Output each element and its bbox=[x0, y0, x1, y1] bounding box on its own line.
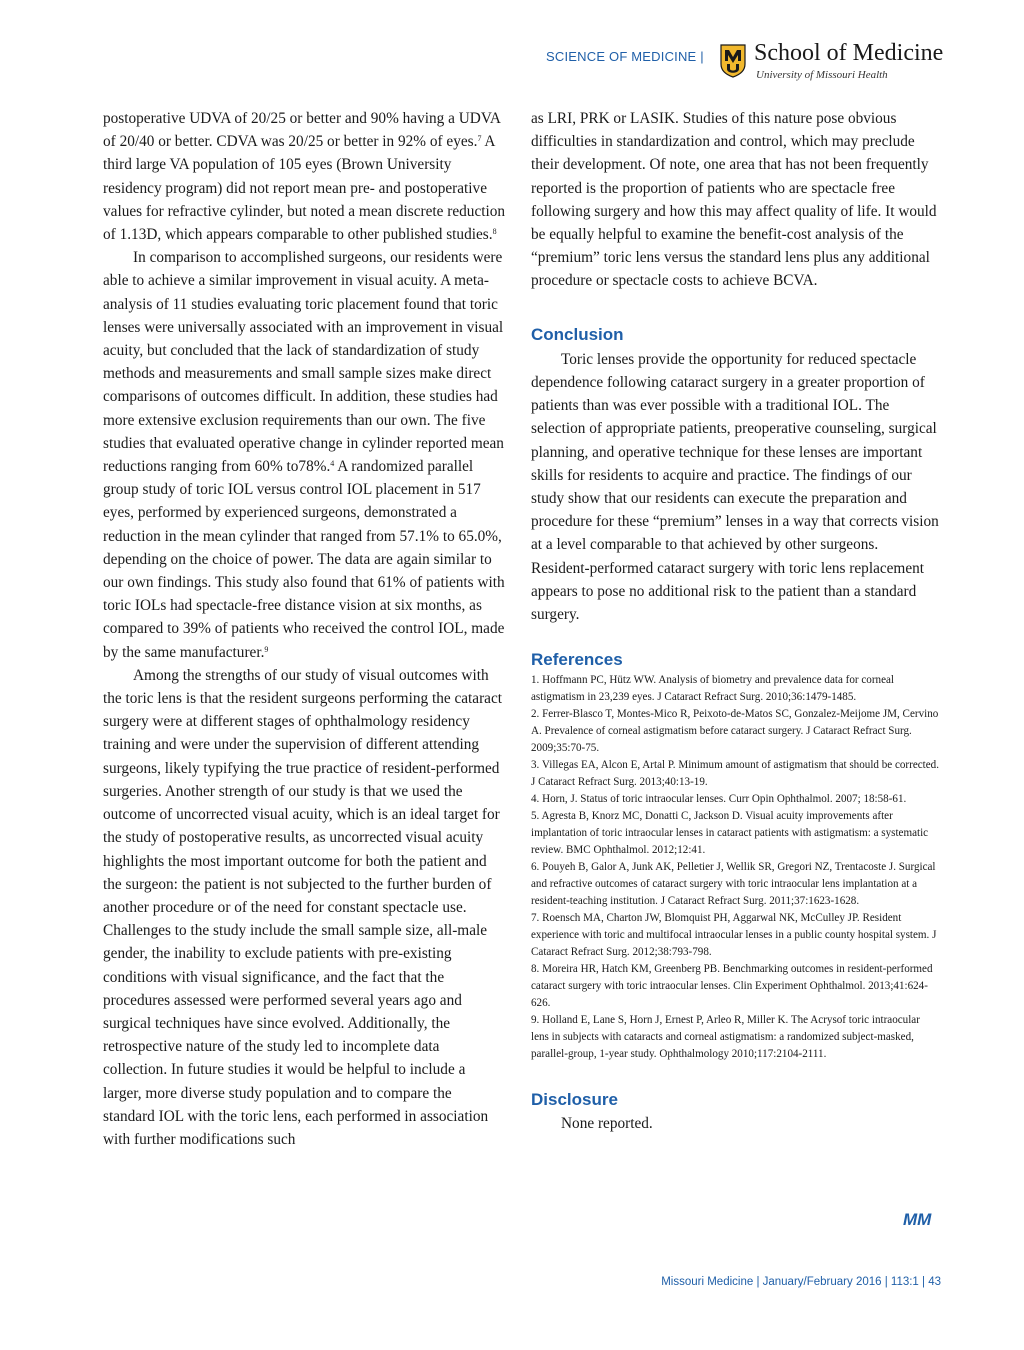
conclusion-heading: Conclusion bbox=[531, 324, 624, 344]
conclusion-paragraph: Toric lenses provide the opportunity for reduced spectacle dependence following cataract surgery in a greater proportion of patients than was ever possible with a traditional IOL. The selection of appropriate patients, preoperative counseling, surgical planning, and operative technique for these lenses are important skills for residents to acquire and practice. The findings of our study show that our residents can execute the preparation and procedure for these “premium” lenses in a way that corrects vision at a level comparable to that achieved by other surgeons. Resident-performed cataract surgery with toric lens replacement appears to pose no additional risk to the patient than a standard surgery. bbox=[531, 350, 939, 624]
reference-item: 1. Hoffmann PC, Hütz WW. Analysis of biometry and prevalence data for corneal astigmatism in 23,239 eyes. J Cataract Refract Surg. 2010;36:1479-1485. bbox=[531, 674, 895, 704]
reference-item: 6. Pouyeh B, Galor A, Junk AK, Pelletier J, Wellik SR, Gregori NZ, Trentacoste J. Surgical and refractive outcomes of cataract surgery with toric intraocular lens implantation at a resident-teaching institution. J Cataract Refract Surg. 2011;37:1623-1628. bbox=[531, 861, 936, 908]
end-mark: MM bbox=[903, 1210, 932, 1229]
reference-item: 9. Holland E, Lane S, Horn J, Ernest P, Arleo R, Miller K. The Acrysof toric intraocular lens in subjects with cataracts and corneal astigmatism: a randomized subject-masked, parallel-group, 1-year study. Ophthalmology 2010;117:2104-2111. bbox=[531, 1014, 920, 1061]
reference-item: 8. Moreira HR, Hatch KM, Greenberg PB. Benchmarking outcomes in resident-performed cataract surgery with toric intraocular lenses. Clin Experiment Ophthalmol. 2013;41:624-626. bbox=[531, 963, 933, 1010]
page-header bbox=[546, 40, 946, 84]
disclosure-text: None reported. bbox=[561, 1114, 653, 1132]
text-span: postoperative UDVA of 20/25 or better and 90% having a UDVA of 20/40 or better. CDVA was 20/25 or better in 92% of eyes. bbox=[103, 110, 501, 151]
text-span: A randomized parallel group study of toric IOL versus control IOL placement in 517 eyes, performed by experienced surgeons, demonstrated a reduction in the mean cylinder that ranged from 57.1% to 65.0%, depending on the choice of power. The data are again similar to our own findings. This study also found that 61% of patients with toric IOLs had spectacle-free distance vision at six months, as compared to 39% of patients who received the control IOL, made by the same manufacturer. bbox=[103, 458, 505, 661]
citation-superscript: 9 bbox=[264, 644, 269, 654]
school-name: School of Medicine bbox=[754, 40, 944, 66]
citation-superscript: 4 bbox=[330, 459, 335, 469]
references-list bbox=[531, 672, 940, 1063]
paragraph: as LRI, PRK or LASIK. Studies of this nature pose obvious difficulties in standardization and control, which may preclude their development. Of note, one area that has not been frequently reported is the proportion of patients who are spectacle free following surgery and how this may affect quality of life. It would be equally helpful to examine the benefit-cost analysis of the “premium” toric lens versus the standard lens plus any additional procedure or spectacle costs to achieve BCVA. bbox=[531, 110, 937, 290]
citation-superscript: 8 bbox=[492, 227, 497, 237]
reference-item: 5. Agresta B, Knorz MC, Donatti C, Jackson D. Visual acuity improvements after implantation of toric intraocular lenses in cataract patients with astigmatism: a systematic review. BMC Ophthalmol. 2012;12:41. bbox=[531, 810, 929, 857]
reference-item: 7. Roensch MA, Charton JW, Blomquist PH, Aggarwal NK, McCulley JP. Resident experience with toric and multifocal intraocular lenses in a public county hospital system. J Cataract Refract Surg. 2012;38:793-798. bbox=[531, 912, 937, 959]
reference-item: 2. Ferrer-Blasco T, Montes-Mico R, Peixoto-de-Matos SC, Gonzalez-Meijome JM, Cervino A. Prevalence of corneal astigmatism before cataract surgery. J Cataract Refract Surg. 2009;35:70-75. bbox=[531, 708, 939, 755]
school-subtitle: University of Missouri Health bbox=[756, 69, 888, 81]
paragraph bbox=[103, 107, 507, 246]
disclosure-heading: Disclosure bbox=[531, 1090, 618, 1110]
section-label: SCIENCE OF MEDICINE | bbox=[546, 49, 704, 64]
text-span: A third large VA population of 105 eyes (Brown University residency program) did not report mean pre- and postoperative values for refractive cylinder, but noted a mean discrete reduction of 1.13D, which appears comparable to other published studies. bbox=[103, 133, 506, 244]
page-footer: Missouri Medicine | January/February 2016 | 113:1 | 43 bbox=[661, 1276, 941, 1288]
paragraph bbox=[103, 246, 507, 664]
text-span: In comparison to accomplished surgeons, our residents were able to achieve a similar improvement in visual acuity. A meta-analysis of 11 studies evaluating toric placement found that toric lenses were universally associated with an improvement in visual acuity, but concluded that the lack of standardization of study methods and measurements and small sample sizes make direct comparisons of outcomes difficult. In addition, these studies had more extensive exclusion requirements than our own. The five studies that evaluated operative change in cylinder reported mean reductions ranging from 60% to78%. bbox=[103, 249, 504, 476]
paragraph: Among the strengths of our study of visual outcomes with the toric lens is that the resident surgeons performing the cataract surgery were at different stages of ophthalmology residency training and were under the supervision of different attending surgeons, likely typifying the true practice of resident-performed surgeries. Another strength of our study is that we used the outcome of uncorrected visual acuity, which is an ideal target for the study of postoperative results, as uncorrected visual acuity highlights the most important outcome for both the patient and the surgeon: the patient is not subjected to the further burden of another procedure or of the need for constant spectacle use. Challenges to the study include the small sample size, all-male gender, the inability to exclude patients with pre-existing conditions with visual significance, and the fact that the procedures assessed were performed several years ago and surgical techniques have since evolved. Additionally, the retrospective nature of the study led to incomplete data collection. In future studies it would be helpful to include a larger, more diverse study population and to compare the standard IOL with the toric lens, each performed in association with further modifications such bbox=[103, 666, 503, 1148]
university-logo-icon bbox=[720, 44, 746, 78]
left-column bbox=[103, 107, 507, 1151]
reference-item: 4. Horn, J. Status of toric intraocular lenses. Curr Opin Ophthalmol. 2007; 18:58-61. bbox=[531, 793, 907, 806]
citation-superscript: 7 bbox=[477, 134, 482, 144]
references-heading: References bbox=[531, 650, 623, 670]
reference-item: 3. Villegas EA, Alcon E, Artal P. Minimum amount of astigmatism that should be corrected. J Cataract Refract Surg. 2013;40:13-19. bbox=[531, 759, 939, 789]
right-column bbox=[531, 107, 940, 1135]
